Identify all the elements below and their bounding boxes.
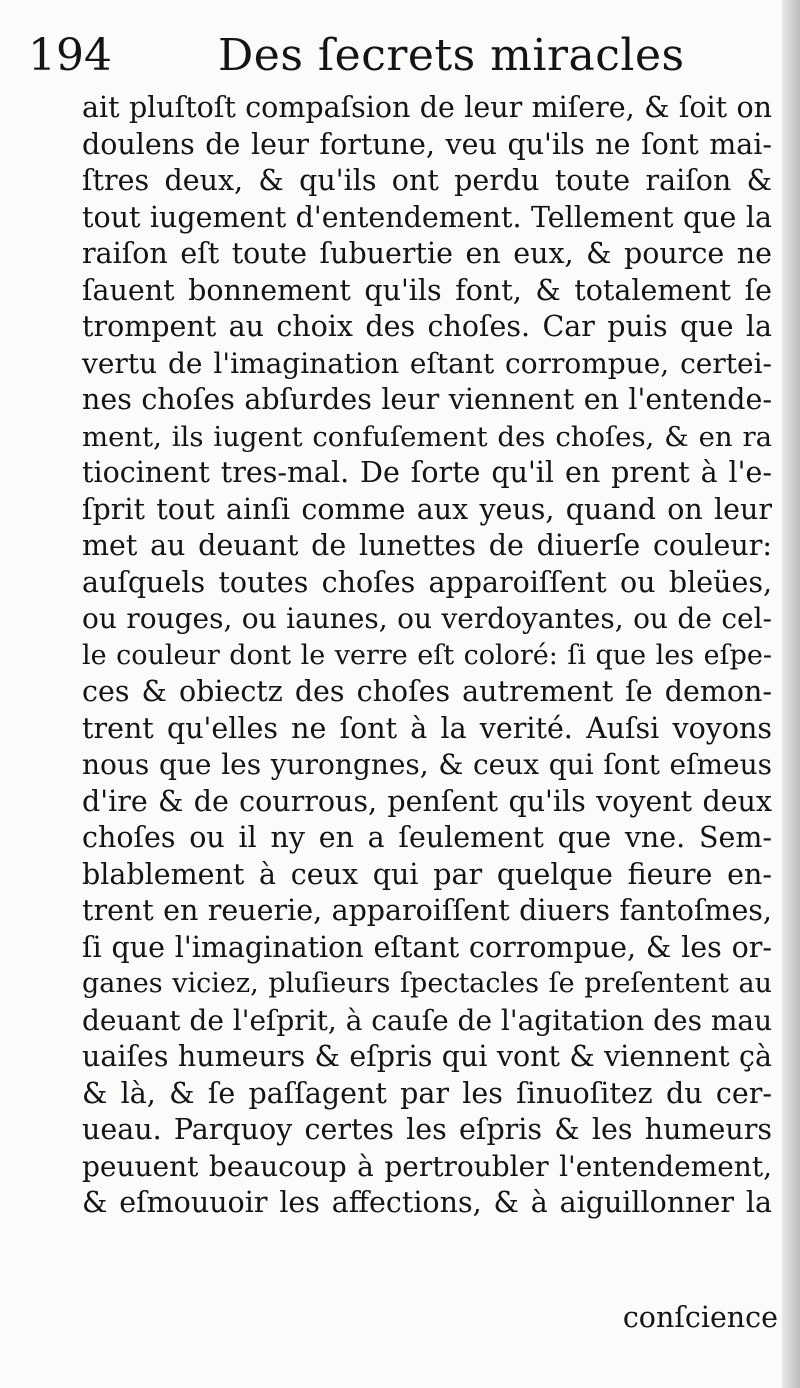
text-line: ait pluſtoſt compaſsion de leur miſere, & ſoit on xyxy=(82,91,772,124)
text-line: doulens de leur fortune, veu qu'ils ne ſont mai- xyxy=(82,127,772,161)
text-line: auſquels toutes choſes apparoiſſent ou bleües, xyxy=(82,565,772,599)
page-number: 194 xyxy=(28,30,112,81)
body-text xyxy=(82,90,772,1222)
text-line: ueau. Parquoy certes les eſpris & les humeurs xyxy=(82,1113,772,1146)
text-line: & eſmouuoir les affections, & à aiguillonner la xyxy=(82,1186,772,1219)
text-line: ſauent bonnement qu'ils font, & totalement ſe xyxy=(82,273,772,307)
text-line: ſi que l'imagination eſtant corrompue, & les or- xyxy=(82,930,772,964)
text-line: tiocinent tres-mal. De ſorte qu'il en prent à l'e- xyxy=(82,456,772,489)
text-line: ou rouges, ou iaunes, ou verdoyantes, ou de cel- xyxy=(82,602,772,635)
text-line: nes choſes abſurdes leur viennent en l'entende- xyxy=(82,383,772,416)
page-header xyxy=(28,18,768,81)
text-line: choſes ou il ny en a ſeulement que vne. Sem- xyxy=(82,821,772,854)
text-line: met au deuant de lunettes de diuerſe couleur: xyxy=(82,529,772,562)
text-line: trent en reuerie, apparoiſſent diuers fantoſmes, xyxy=(82,894,772,927)
text-line: deuant de l'eſprit, à cauſe de l'agitation des mau xyxy=(82,1003,773,1037)
text-line: ment, ils iugent confuſement des choſes, & en ra xyxy=(82,420,772,453)
text-line: raiſon eſt toute ſubuertie en eux, & pource ne xyxy=(82,237,772,270)
text-line: trent qu'elles ne ſont à la verité. Auſsi voyons xyxy=(82,711,772,745)
text-line: vertu de l'imagination eſtant corrompue, certei- xyxy=(82,346,772,380)
text-line: ſprit tout ainſi comme aux yeus, quand on leur xyxy=(82,492,772,526)
text-line: tout iugement d'entendement. Tellement que la xyxy=(82,200,772,234)
text-line: d'ire & de courrous, penſent qu'ils voyent deux xyxy=(82,784,772,818)
text-line: uaiſes humeurs & eſpris qui vont & viennent çà xyxy=(82,1040,772,1073)
text-line: ganes viciez, pluſieurs ſpectacles ſe preſentent au xyxy=(82,968,772,999)
text-line: nous que les yurongnes, & ceux qui ſont eſmeus xyxy=(82,748,772,781)
text-line: trompent au choix des choſes. Car puis que la xyxy=(82,310,772,343)
running-title: Des ſecrets miracles xyxy=(218,30,685,81)
catchword: conſcience xyxy=(622,1301,778,1334)
page-gutter-shadow xyxy=(782,0,800,1388)
text-line: ces & obiectz des choſes autrement ſe demon- xyxy=(82,675,772,708)
text-line: blablement à ceux qui par quelque fieure en- xyxy=(82,857,772,891)
text-line: le couleur dont le verre eſt coloré: ſi que les eſpe- xyxy=(82,639,772,671)
text-line: peuuent beaucoup à pertroubler l'entendement, xyxy=(82,1149,772,1183)
text-line: & là, & ſe paſſagent par les ſinuoſitez du cer- xyxy=(82,1076,772,1110)
text-line: ſtres deux, & qu'ils ont perdu toute raiſon & xyxy=(82,164,772,197)
